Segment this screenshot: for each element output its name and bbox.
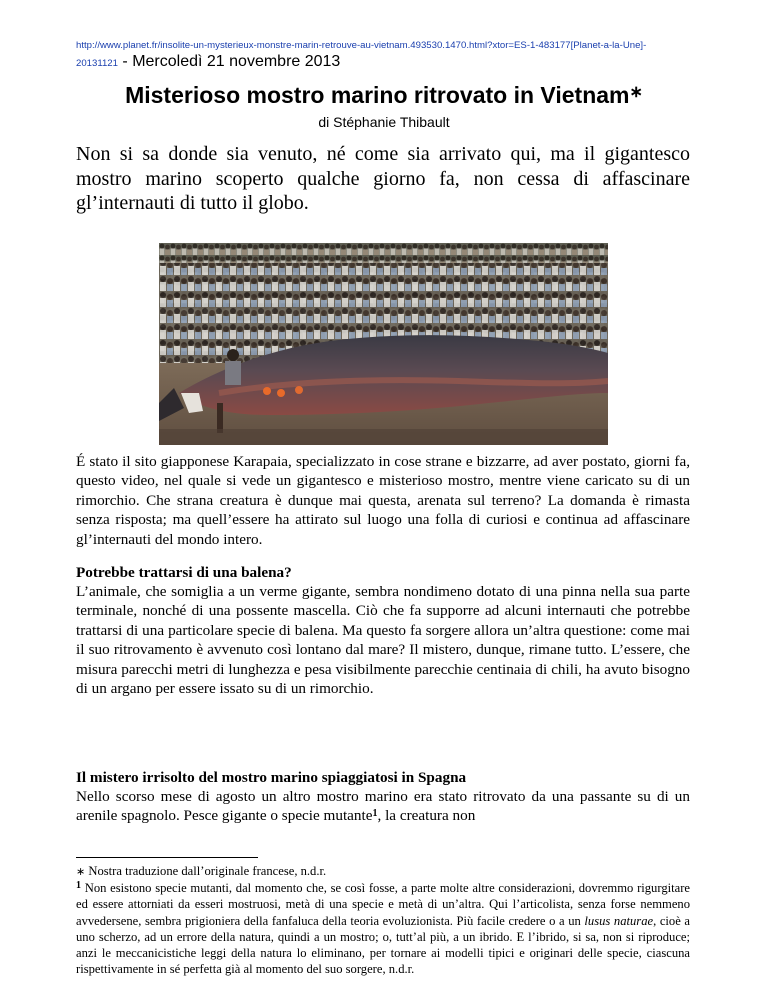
footnote-1-text-start: Non esistono specie mutanti, dal momento che, se così fosse, a parte molte altre considerazioni, dovremmo rigurgitare ed essere attorniati da esseri mostruosi, metà di una specie e metà di un’altra. Qui l’articolista, senza forse nemmeno avvedersene, sembra prigioniera della fanfaluca della teoria evoluzionista. Più facile credere o a un	[76, 881, 690, 928]
footnote-1-text-end: , cioè a uno scherzo, ad un errore della natura, quindi a un mostro; o, tutt’al più, a un ibrido. E l’ibrido, si sa, non si riproduce; anzi le meccanicistiche leggi della natura lo eliminano, per tornare ai modelli tipici e originari delle specie, ciascuna rispettivamente in sé perfetta già al momento del suo sorgere, n.d.r.	[76, 913, 690, 977]
article-title	[0, 82, 768, 109]
dateline-separator: -	[117, 53, 133, 70]
section-heading-2: Il mistero irrisolto del mostro marino spiaggiatosi in Spagna	[76, 769, 467, 786]
paragraph-3-text-start: Nello scorso mese di agosto un altro mostro marino era stato ritrovato da una passante su di un arenile spagnolo. Pesce gigante o specie mutante	[76, 788, 690, 825]
source-url-link[interactable]: http://www.planet.fr/insolite-un-mysterieux-monstre-marin-retrouve-au-vietnam.493530.1470.html?xtor=ES-1-483177[Planet-a-la-Une]-	[76, 40, 647, 51]
title-footnote-mark: ∗	[629, 84, 643, 101]
footnotes	[76, 863, 690, 977]
article-title-text: Misterioso mostro marino ritrovato in Vietnam	[125, 82, 630, 108]
section-heading-1: Potrebbe trattarsi di una balena?	[76, 564, 292, 581]
paragraph-3-text-end: , la creatura non	[377, 807, 476, 825]
article-paragraph-2: L’animale, che somiglia a un verme gigante, sembra nondimeno dotato di una pinna nella sua parte terminale, nonché di una possente mascella. Ciò che fa supporre ad alcuni internauti che potrebbe trattarsi di una particolare specie di balena. Ma questo fa sorgere allora un’altra questione: come mai il suo ritrovamento è avvenuto così lontano dal mare? Il mistero, dunque, rimane tutto. L’essere, che misura parecchi metri di lunghezza e pesa visibilmente parecchie centinaia di chili, ha avuto bisogno di un argano per essere issato su di un rimorchio.	[76, 583, 690, 698]
footnote-star-text: Nostra traduzione dall’originale francese, n.d.r.	[85, 864, 327, 878]
footnote-ref-1[interactable]: 1	[372, 808, 378, 820]
article-byline: di Stéphanie Thibault	[318, 114, 450, 130]
footnote-1	[76, 880, 690, 977]
footnote-1-mark: 1	[76, 880, 81, 892]
source-url-code[interactable]: 20131121	[76, 58, 118, 69]
footnote-star	[76, 863, 690, 880]
publication-date: Mercoledì 21 novembre 2013	[132, 53, 341, 70]
article-lead: Non si sa donde sia venuto, né come sia arrivato qui, ma il gigantesco mostro marino scoperto qualche giorno fa, non cessa di affascinare gl’internauti di tutto il globo.	[76, 143, 690, 214]
footnote-star-mark: ∗	[76, 866, 86, 878]
dateline	[76, 53, 340, 71]
footnote-1-italic: lusus naturae	[584, 913, 654, 928]
footnote-divider	[76, 857, 258, 858]
sea-monster-photo	[159, 243, 608, 445]
article-paragraph-3	[76, 787, 690, 826]
article-paragraph-1: É stato il sito giapponese Karapaia, specializzato in cose strane e bizzarre, ad aver postato, giorni fa, questo video, nel quale si vede un gigantesco e misterioso mostro, mentre viene caricato su di un rimorchio. Che strana creatura è dunque mai questa, arenata sul terreno? La domanda è rimasta senza risposta; ma quell’essere ha attirato sul luogo una folla di curiosi e continua ad affascinare gl’internauti del mondo intero.	[76, 453, 690, 548]
